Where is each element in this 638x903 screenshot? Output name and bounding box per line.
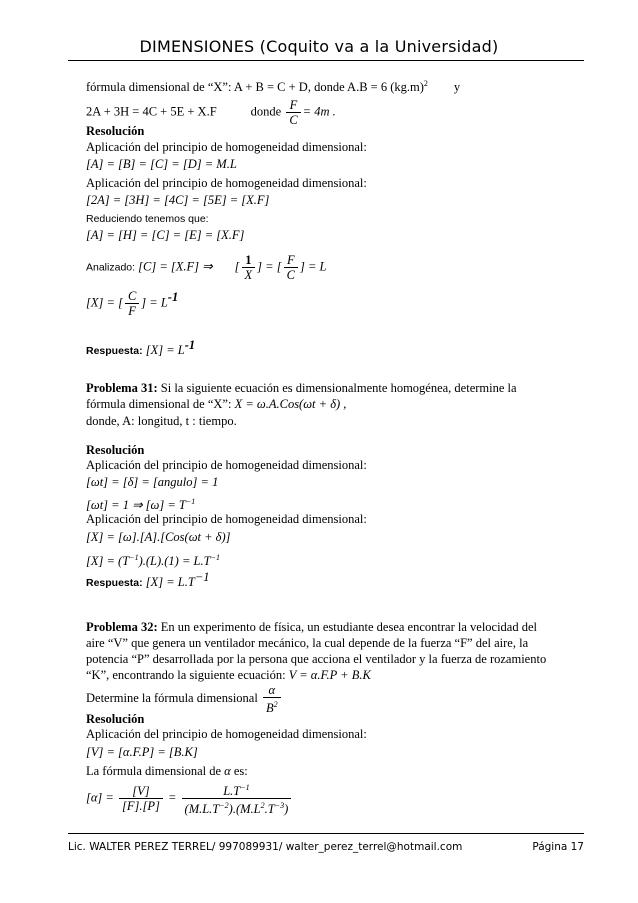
- footer-divider: [68, 833, 584, 834]
- equation-6: [ωt] = [δ] = [angulo] = 1: [86, 475, 219, 489]
- problem-32-line-2: aire “V” que genera un ventilador mecánico, la cual depende de la fuerza “F” del aire, la: [86, 636, 529, 650]
- fraction-f-over-c-2: $\frac{F}{C}$: [284, 253, 298, 282]
- header-divider: [68, 60, 584, 61]
- problem-32-statement: Problema 32: En un experimento de física, un estudiante desea encontrar la velocidad del: [86, 620, 538, 634]
- equation-5: [X] = [ $\frac{C}{F}$ ] = $L^{-1}$: [86, 289, 179, 318]
- fraction-dimensional-result: $\frac{L.T^{-1}}{(M.L.T^{-2}).(M.L^2.T^{-3})}$: [182, 781, 292, 816]
- fraction-1-over-x: $\frac{1}{X}$: [242, 253, 256, 282]
- resolution-heading-2: Resolución: [86, 443, 145, 457]
- problem-30-line-1: fórmula dimensional de “X”: A + B = C + D, donde A.B = 6 $(kg.m)^2$ y: [86, 79, 461, 95]
- equation-10: [V] = [α.F.P] = [B.K]: [86, 745, 198, 759]
- reducing-text: Reduciendo tenemos que:: [86, 213, 209, 225]
- equation-2: [2A] = [3H] = [4C] = [5E] = [X.F]: [86, 193, 270, 207]
- problem-32-line-3: potencia “P” desarrollada por la persona que acciona el ventilador y la fuerza de rozamiento: [86, 652, 547, 666]
- principle-text-3: Aplicación del principio de homogeneidad dimensional:: [86, 458, 367, 472]
- alpha-text: La fórmula dimensional de α es:: [86, 764, 248, 778]
- footer-author: Lic. WALTER PEREZ TERREL/ 997089931/ walter_perez_terrel@hotmail.com: [68, 841, 463, 853]
- equation-3: [A] = [H] = [C] = [E] = [X.F]: [86, 228, 245, 242]
- problem-30-line-2: 2A + 3H = 4C + 5E + X.F donde $\frac{F}{C}$ = 4m .: [86, 98, 336, 127]
- page-header-title: DIMENSIONES (Coquito va a la Universidad): [139, 37, 499, 56]
- equation-4: Analizado: [C] = [X.F] ⇒ [ $\frac{1}{X}$ ] = [ $\frac{F}{C}$ ] = L: [86, 253, 327, 282]
- fraction-c-over-f: $\frac{C}{F}$: [125, 289, 139, 318]
- problem-32-line-4: “K”, encontrando la siguiente ecuación: V = α.F.P + B.K: [86, 668, 371, 682]
- equation-7: [ωt] = 1 ⇒ $[\omega] = T^{-1}$: [86, 497, 196, 513]
- fraction-alpha-over-b2: $\frac{\alpha}{B^2}$: [263, 683, 281, 715]
- answer-1: Respuesta: $[X] = L^{-1}$: [86, 338, 196, 358]
- problem-31-statement: Problema 31: Si la siguiente ecuación es dimensionalmente homogénea, determine la: [86, 381, 517, 395]
- problem-31-line-2: fórmula dimensional de “X”: X = ω.A.Cos(ωt + δ) ,: [86, 397, 347, 411]
- equation-9: $[X] = (T^{-1}).(L).(1) = L.T^{-1}$: [86, 553, 220, 569]
- problem-32-line-5: Determine la fórmula dimensional $\frac{\alpha}{B^2}$: [86, 683, 283, 715]
- answer-2: Respuesta: $[X] = L.T^{-1}$: [86, 570, 210, 590]
- equation-11: [α] = $\frac{[V]}{[F].[P]}$ = $\frac{L.T^{-1}}{(M.L.T^{-2}).(M.L^2.T^{-3})}$: [86, 781, 293, 816]
- principle-text-5: Aplicación del principio de homogeneidad dimensional:: [86, 727, 367, 741]
- fraction-v-over-fp: $\frac{[V]}{[F].[P]}$: [119, 784, 163, 813]
- resolution-heading-1: Resolución: [86, 124, 145, 138]
- resolution-heading-3: Resolución: [86, 712, 145, 726]
- footer-page-number: Página 17: [532, 841, 584, 853]
- principle-text-1: Aplicación del principio de homogeneidad dimensional:: [86, 140, 367, 154]
- principle-text-4: Aplicación del principio de homogeneidad dimensional:: [86, 512, 367, 526]
- fraction-f-over-c: $\frac{F}{C}$: [286, 98, 300, 127]
- problem-31-line-3: donde, A: longitud, t : tiempo.: [86, 414, 237, 428]
- principle-text-2: Aplicación del principio de homogeneidad dimensional:: [86, 176, 367, 190]
- equation-1: [A] = [B] = [C] = [D] = M.L: [86, 157, 237, 171]
- equation-8: [X] = [ω].[A].[Cos(ωt + δ)]: [86, 530, 231, 544]
